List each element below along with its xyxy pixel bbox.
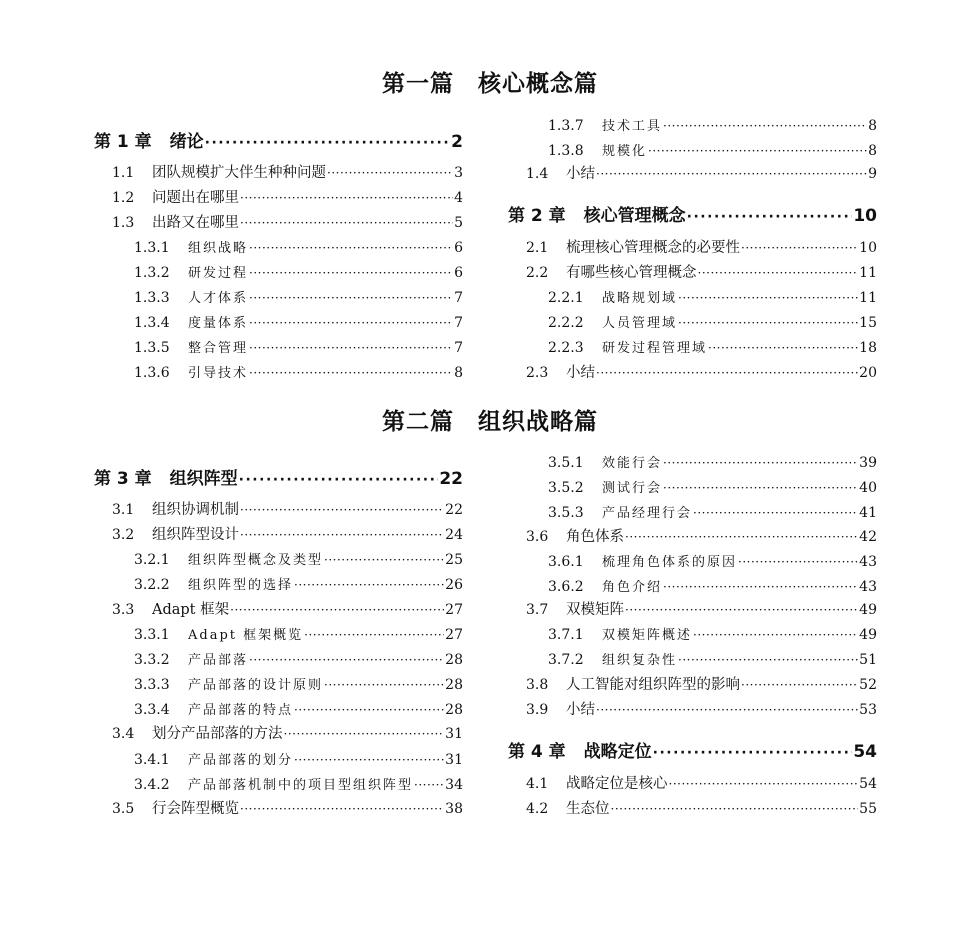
page-number: 8 — [454, 365, 463, 381]
dot-leader — [625, 600, 858, 620]
entry-title: 小结 — [566, 702, 595, 718]
section-entry[interactable] — [508, 675, 877, 695]
entry-title: Adapt 框架概览 — [188, 628, 304, 643]
subsection-entry[interactable] — [508, 552, 877, 572]
subsection-entry[interactable] — [94, 700, 463, 720]
page-number: 53 — [859, 702, 877, 718]
dot-leader — [698, 263, 859, 283]
dot-leader — [284, 724, 445, 744]
entry-title: 组织阵型概念及类型 — [188, 553, 324, 568]
dot-leader — [249, 263, 453, 283]
dot-leader — [304, 625, 444, 645]
page-number: 2 — [451, 132, 463, 152]
dot-leader — [611, 799, 859, 819]
subsection-entry[interactable] — [508, 625, 877, 645]
dot-leader — [648, 141, 867, 161]
entry-number: 3.1 — [112, 502, 135, 518]
entry-title: 技术工具 — [602, 119, 663, 134]
page-number: 52 — [859, 677, 877, 693]
entry-number: 1.2 — [112, 190, 135, 206]
entry-title: 梳理角色体系的原因 — [602, 555, 738, 570]
dot-leader — [741, 238, 858, 258]
entry-title: 引导技术 — [188, 366, 249, 381]
entry-title: 有哪些核心管理概念 — [566, 265, 697, 281]
entry-title: 整合管理 — [188, 341, 249, 356]
dot-leader — [663, 577, 858, 597]
page-number: 49 — [859, 602, 877, 618]
dot-leader — [249, 363, 453, 383]
dot-leader — [240, 213, 453, 233]
entry-number: 2.1 — [526, 240, 549, 256]
page-number: 31 — [445, 752, 463, 768]
entry-number: 1.1 — [112, 165, 135, 181]
entry-number: 3.8 — [526, 677, 549, 693]
entry-title: 测试行会 — [602, 481, 663, 496]
entry-title: 产品经理行会 — [602, 506, 693, 521]
page-number: 11 — [859, 265, 877, 281]
chapter-entry[interactable] — [508, 740, 877, 764]
dot-leader — [663, 453, 858, 473]
entry-number: 1.3.7 — [548, 118, 584, 134]
page-number: 20 — [859, 365, 877, 381]
dot-leader — [687, 204, 853, 224]
dot-leader — [708, 338, 858, 358]
entry-title: 战略定位 — [583, 742, 652, 762]
section-entry[interactable] — [508, 363, 877, 383]
dot-leader — [596, 363, 858, 383]
dot-leader — [663, 116, 867, 136]
entry-title: 角色体系 — [566, 529, 624, 545]
entry-title: 出路又在哪里 — [152, 215, 239, 231]
page-number: 27 — [445, 627, 463, 643]
entry-title: 组织协调机制 — [152, 502, 239, 518]
dot-leader — [239, 467, 439, 487]
dot-leader — [324, 675, 444, 695]
page-number: 51 — [859, 652, 877, 668]
entry-number: 3.4 — [112, 726, 135, 742]
entry-title: 组织战略 — [188, 241, 249, 256]
entry-title: 产品部落的划分 — [188, 753, 294, 768]
dot-leader — [414, 775, 444, 795]
page-number: 11 — [859, 290, 877, 306]
entry-title: 规模化 — [602, 144, 648, 159]
subsection-entry[interactable] — [94, 750, 463, 770]
entry-title: 度量体系 — [188, 316, 249, 331]
page-number: 49 — [859, 627, 877, 643]
entry-title: Adapt 框架 — [152, 602, 230, 618]
entry-number: 第 2 章 — [508, 206, 566, 226]
subsection-entry[interactable] — [508, 116, 877, 136]
entry-number: 1.3.5 — [134, 340, 170, 356]
entry-number: 1.3.3 — [134, 290, 170, 306]
entry-number: 1.3.6 — [134, 365, 170, 381]
dot-leader — [625, 527, 858, 547]
dot-leader — [240, 799, 444, 819]
section-entry[interactable] — [508, 164, 877, 184]
entry-number: 3.3.4 — [134, 702, 170, 718]
page-number: 34 — [445, 777, 463, 793]
entry-title: 研发过程管理域 — [602, 341, 708, 356]
entry-number: 3.6 — [526, 529, 549, 545]
entry-title: 问题出在哪里 — [152, 190, 239, 206]
subsection-entry[interactable] — [508, 503, 877, 523]
dot-leader — [205, 130, 450, 150]
entry-number: 1.3.8 — [548, 143, 584, 159]
dot-leader — [663, 478, 858, 498]
entry-number: 3.2.2 — [134, 577, 170, 593]
subsection-entry[interactable] — [94, 288, 463, 308]
entry-title: 组织阵型的选择 — [188, 578, 294, 593]
page-number: 7 — [454, 340, 463, 356]
dot-leader — [327, 163, 453, 183]
page-number: 6 — [454, 265, 463, 281]
page-number: 42 — [859, 529, 877, 545]
page-number: 9 — [868, 166, 877, 182]
entry-title: 产品部落机制中的项目型组织阵型 — [188, 778, 414, 793]
section-entry[interactable] — [94, 724, 463, 744]
entry-number: 3.6.1 — [548, 554, 584, 570]
page-number: 4 — [454, 190, 463, 206]
entry-number: 3.6.2 — [548, 579, 584, 595]
entry-title: 梳理核心管理概念的必要性 — [566, 240, 740, 256]
entry-number: 3.2 — [112, 527, 135, 543]
page-number: 10 — [853, 206, 877, 226]
page-number: 38 — [445, 801, 463, 817]
entry-number: 1.3.1 — [134, 240, 170, 256]
entry-number: 4.1 — [526, 776, 549, 792]
entry-number: 4.2 — [526, 801, 549, 817]
subsection-entry[interactable] — [94, 263, 463, 283]
entry-number: 1.3.4 — [134, 315, 170, 331]
dot-leader — [596, 700, 858, 720]
subsection-entry[interactable] — [508, 141, 877, 161]
section-entry[interactable] — [94, 600, 463, 620]
subsection-entry[interactable] — [508, 478, 877, 498]
dot-leader — [240, 188, 453, 208]
entry-number: 3.9 — [526, 702, 549, 718]
page-number: 22 — [445, 502, 463, 518]
section-entry[interactable] — [94, 188, 463, 208]
entry-number: 3.3.2 — [134, 652, 170, 668]
dot-leader — [294, 750, 444, 770]
page-number: 8 — [868, 118, 877, 134]
entry-number: 第 4 章 — [508, 742, 566, 762]
entry-number: 1.3.2 — [134, 265, 170, 281]
subsection-entry[interactable] — [508, 577, 877, 597]
section-entry[interactable] — [508, 527, 877, 547]
subsection-entry[interactable] — [94, 775, 463, 795]
dot-leader — [249, 238, 453, 258]
entry-number: 2.2.3 — [548, 340, 584, 356]
entry-number: 3.5.2 — [548, 480, 584, 496]
entry-title: 组织阵型设计 — [152, 527, 239, 543]
dot-leader — [596, 164, 867, 184]
entry-title: 人才体系 — [188, 291, 249, 306]
subsection-entry[interactable] — [94, 650, 463, 670]
page-number: 22 — [439, 469, 463, 489]
entry-title: 核心管理概念 — [583, 206, 686, 226]
subsection-entry[interactable] — [94, 238, 463, 258]
subsection-entry[interactable] — [94, 363, 463, 383]
section-entry[interactable] — [508, 263, 877, 283]
entry-number: 第 1 章 — [94, 132, 152, 152]
entry-number: 3.7.2 — [548, 652, 584, 668]
entry-number: 3.7.1 — [548, 627, 584, 643]
subsection-entry[interactable] — [94, 675, 463, 695]
subsection-entry[interactable] — [508, 453, 877, 473]
dot-leader — [693, 503, 858, 523]
entry-title: 产品部落的设计原则 — [188, 678, 324, 693]
section-entry[interactable] — [94, 799, 463, 819]
entry-title: 人员管理域 — [602, 316, 678, 331]
chapter-entry[interactable] — [508, 204, 877, 228]
entry-number: 3.4.1 — [134, 752, 170, 768]
page-number: 55 — [859, 801, 877, 817]
subsection-entry[interactable] — [94, 575, 463, 595]
page-number: 40 — [859, 480, 877, 496]
page-number: 5 — [454, 215, 463, 231]
entry-number: 3.4.2 — [134, 777, 170, 793]
dot-leader — [240, 500, 444, 520]
entry-number: 2.2.2 — [548, 315, 584, 331]
page-number: 6 — [454, 240, 463, 256]
entry-title: 战略规划域 — [602, 291, 678, 306]
part-title: 第一篇 核心概念篇 — [382, 71, 598, 97]
page-number: 25 — [445, 552, 463, 568]
page-number: 43 — [859, 554, 877, 570]
chapter-entry[interactable] — [94, 467, 463, 491]
dot-leader — [678, 313, 858, 333]
dot-leader — [294, 575, 444, 595]
entry-number: 3.5 — [112, 801, 135, 817]
entry-number: 3.3.1 — [134, 627, 170, 643]
entry-title: 组织阵型 — [169, 469, 238, 489]
entry-number: 1.4 — [526, 166, 549, 182]
entry-number: 1.3 — [112, 215, 135, 231]
page-number: 3 — [454, 165, 463, 181]
dot-leader — [669, 774, 859, 794]
dot-leader — [678, 288, 858, 308]
entry-number: 3.3 — [112, 602, 135, 618]
entry-number: 3.3.3 — [134, 677, 170, 693]
entry-title: 角色介绍 — [602, 580, 663, 595]
page-number: 43 — [859, 579, 877, 595]
entry-number: 2.2.1 — [548, 290, 584, 306]
dot-leader — [738, 552, 858, 572]
subsection-entry[interactable] — [94, 625, 463, 645]
entry-title: 战略定位是核心 — [566, 776, 668, 792]
page-number: 18 — [859, 340, 877, 356]
page-number: 8 — [868, 143, 877, 159]
dot-leader — [249, 288, 453, 308]
section-entry[interactable] — [94, 213, 463, 233]
section-entry[interactable] — [94, 163, 463, 183]
page-number: 54 — [853, 742, 877, 762]
subsection-entry[interactable] — [94, 550, 463, 570]
dot-leader — [678, 650, 858, 670]
entry-title: 小结 — [566, 365, 595, 381]
subsection-entry[interactable] — [508, 288, 877, 308]
section-entry[interactable] — [508, 774, 877, 794]
entry-number: 3.5.1 — [548, 455, 584, 471]
page-number: 26 — [445, 577, 463, 593]
entry-title: 划分产品部落的方法 — [152, 726, 283, 742]
subsection-entry[interactable] — [508, 338, 877, 358]
part-title: 第二篇 组织战略篇 — [382, 409, 598, 435]
dot-leader — [324, 550, 444, 570]
entry-title: 行会阵型概览 — [152, 801, 239, 817]
entry-title: 效能行会 — [602, 456, 663, 471]
entry-number: 3.7 — [526, 602, 549, 618]
entry-title: 小结 — [566, 166, 595, 182]
dot-leader — [249, 338, 453, 358]
section-entry[interactable] — [94, 525, 463, 545]
entry-title: 组织复杂性 — [602, 653, 678, 668]
section-entry[interactable] — [508, 600, 877, 620]
section-entry[interactable] — [508, 799, 877, 819]
section-entry[interactable] — [508, 700, 877, 720]
subsection-entry[interactable] — [94, 313, 463, 333]
page-number: 7 — [454, 315, 463, 331]
dot-leader — [294, 700, 444, 720]
entry-title: 研发过程 — [188, 266, 249, 281]
dot-leader — [653, 740, 853, 760]
page-number: 54 — [859, 776, 877, 792]
entry-number: 3.5.3 — [548, 505, 584, 521]
page-number: 39 — [859, 455, 877, 471]
dot-leader — [741, 675, 858, 695]
entry-number: 3.2.1 — [134, 552, 170, 568]
entry-number: 第 3 章 — [94, 469, 152, 489]
page-number: 7 — [454, 290, 463, 306]
entry-title: 产品部落的特点 — [188, 703, 294, 718]
entry-number: 2.2 — [526, 265, 549, 281]
page-number: 10 — [859, 240, 877, 256]
entry-title: 绪论 — [169, 132, 204, 152]
dot-leader — [693, 625, 858, 645]
page-number: 28 — [445, 702, 463, 718]
page-number: 28 — [445, 652, 463, 668]
section-entry[interactable] — [94, 500, 463, 520]
entry-title: 人工智能对组织阵型的影响 — [566, 677, 740, 693]
dot-leader — [249, 650, 444, 670]
subsection-entry[interactable] — [508, 313, 877, 333]
entry-title: 生态位 — [566, 801, 610, 817]
page-number: 24 — [445, 527, 463, 543]
entry-number: 2.3 — [526, 365, 549, 381]
entry-title: 团队规模扩大伴生种种问题 — [152, 165, 326, 181]
section-entry[interactable] — [508, 238, 877, 258]
page-number: 27 — [445, 602, 463, 618]
entry-title: 双模矩阵 — [566, 602, 624, 618]
page-number: 28 — [445, 677, 463, 693]
entry-title: 产品部落 — [188, 653, 249, 668]
page-number: 15 — [859, 315, 877, 331]
dot-leader — [240, 525, 444, 545]
chapter-entry[interactable] — [94, 130, 463, 154]
subsection-entry[interactable] — [508, 650, 877, 670]
dot-leader — [230, 600, 444, 620]
dot-leader — [249, 313, 453, 333]
page-number: 31 — [445, 726, 463, 742]
subsection-entry[interactable] — [94, 338, 463, 358]
entry-title: 双模矩阵概述 — [602, 628, 693, 643]
page-number: 41 — [859, 505, 877, 521]
